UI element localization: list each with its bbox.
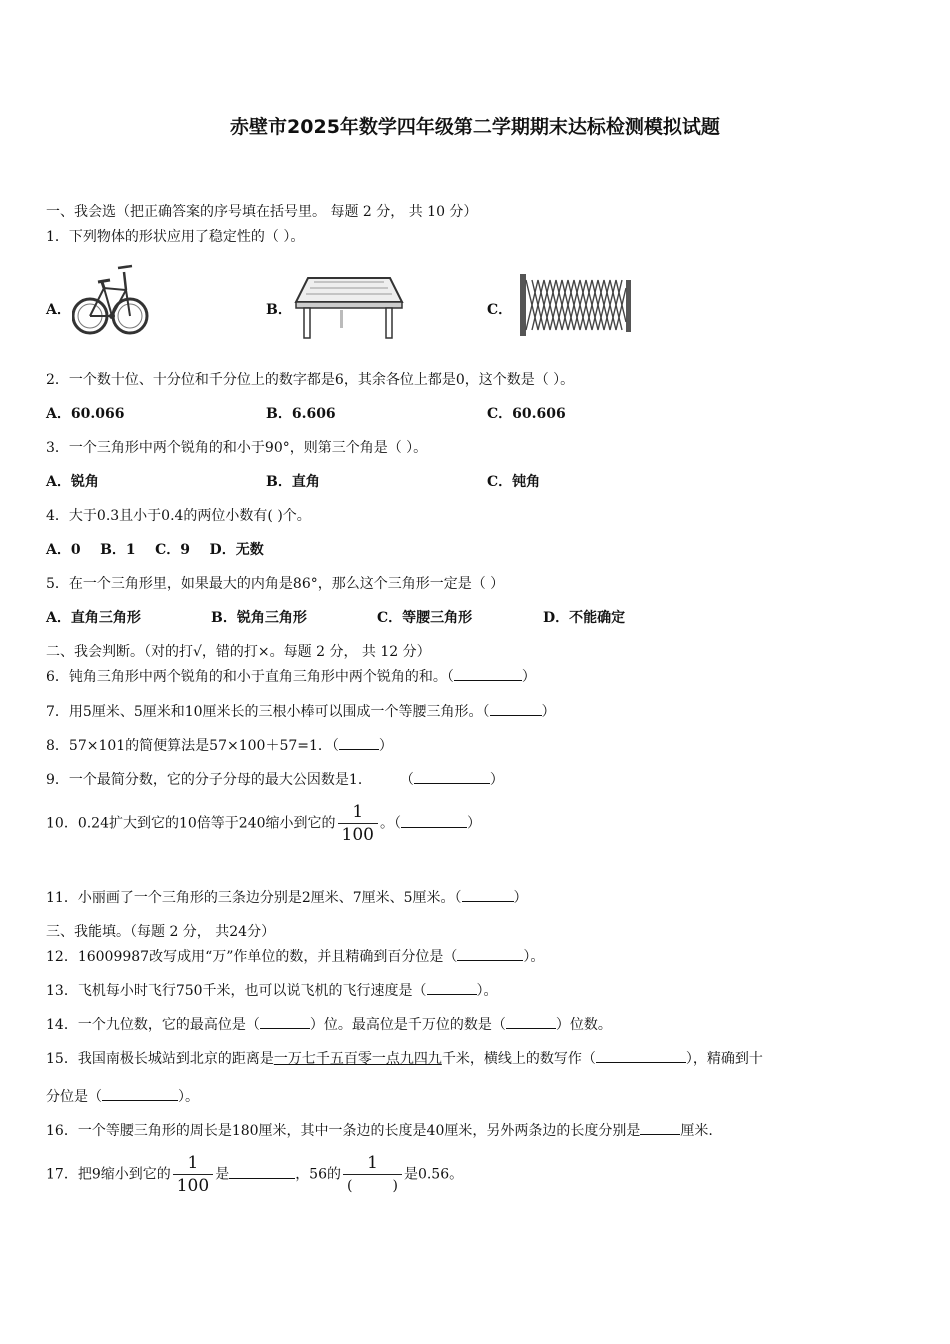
question-15: 15．我国南极长城站到北京的距离是一万七千五百零一点九四九千米，横线上的数写作（ ），精确到十: [46, 1051, 763, 1067]
q16-answer-blank[interactable]: [640, 1122, 680, 1135]
q2-option-c: C．60.606: [487, 406, 566, 422]
q7-text: 7．用5厘米、5厘米和10厘米长的三根小棒可以围成一个等腰三角形。（: [46, 704, 490, 720]
question-8: 8．57×101的简便算法是57×100＋57=1．（ ）: [46, 738, 393, 754]
q12-answer-blank[interactable]: [457, 948, 523, 961]
q2-option-a: A．60.066: [46, 406, 125, 422]
question-7: 7．用5厘米、5厘米和10厘米长的三根小棒可以围成一个等腰三角形。（ ）: [46, 704, 556, 720]
q10-fraction: $\frac{1}{100}$: [338, 801, 378, 846]
question-11: 11．小丽画了一个三角形的三条边分别是2厘米、7厘米、5厘米。（ ）: [46, 890, 528, 906]
question-15-line-2: 分位是（ ）。: [46, 1089, 199, 1105]
q11-text: 11．小丽画了一个三角形的三条边分别是2厘米、7厘米、5厘米。（: [46, 890, 462, 906]
table-image: [294, 276, 404, 340]
question-6: 6．钝角三角形中两个锐角的和小于直角三角形中两个锐角的和。（ ）: [46, 669, 536, 685]
q15-answer-blank-2[interactable]: [102, 1088, 178, 1101]
page-title: 赤壁市2025年数学四年级第二学期期末达标检测模拟试题: [230, 116, 720, 138]
q6-answer-blank[interactable]: [454, 668, 522, 681]
q5-option-b: B．锐角三角形: [211, 610, 307, 626]
q8-answer-blank[interactable]: [339, 737, 379, 750]
q15-answer-blank-1[interactable]: [596, 1050, 686, 1063]
question-10: 10．0.24扩大到它的10倍等于240缩小到它的 $\frac{1}{100}$ 。（ ）: [46, 802, 481, 845]
q5-option-d: D．不能确定: [543, 610, 626, 626]
q3-option-b: B．直角: [266, 474, 320, 490]
question-2: 2．一个数十位、十分位和千分位上的数字都是6，其余各位上都是0，这个数是（ ）。: [46, 372, 575, 388]
q7-answer-blank[interactable]: [490, 703, 542, 716]
q10-answer-blank[interactable]: [401, 815, 467, 828]
q1-option-c: C．: [487, 302, 513, 318]
q14-answer-blank-2[interactable]: [506, 1016, 556, 1029]
q2-option-b: B．6.606: [266, 406, 336, 422]
q17-fraction-2: $\frac{1}{( )}$: [343, 1152, 402, 1197]
question-4: 4．大于0.3且小于0.4的两位小数有( )个。: [46, 508, 311, 524]
q3-option-a: A．锐角: [46, 474, 99, 490]
q5-option-c: C．等腰三角形: [377, 610, 473, 626]
q3-option-c: C．钝角: [487, 474, 541, 490]
section-3-heading: 三、我能填。（每题 2 分， 共24分）: [46, 924, 276, 940]
q1-option-a: A．: [46, 302, 71, 318]
question-12: 12．16009987改写成用“万”作单位的数，并且精确到百分位是（ ）。: [46, 949, 545, 965]
bicycle-image: [72, 258, 152, 340]
q10-text: 10．0.24扩大到它的10倍等于240缩小到它的: [46, 815, 336, 832]
section-2-heading: 二、我会判断。（对的打√，错的打×。每题 2 分， 共 12 分）: [46, 644, 431, 660]
q11-answer-blank[interactable]: [462, 889, 514, 902]
q4-options: A．0 B．1 C．9 D．无数: [46, 542, 264, 558]
q9-text: 9．一个最简分数，它的分子分母的最大公因数是1．: [46, 772, 372, 788]
question-1: 1．下列物体的形状应用了稳定性的（ ）。: [46, 229, 305, 245]
question-17: 17．把9缩小到它的 $\frac{1}{100}$ 是 ，56的 $\frac{1}{( )}$ 是0.56。: [46, 1153, 464, 1196]
folding-gate-image: [518, 274, 634, 336]
q6-text: 6．钝角三角形中两个锐角的和小于直角三角形中两个锐角的和。（: [46, 669, 454, 685]
q15-underlined-number: 一万七千五百零一点九四九: [273, 1051, 442, 1067]
q17-answer-blank-1[interactable]: [229, 1166, 295, 1179]
q13-answer-blank[interactable]: [427, 982, 477, 995]
q9-answer-blank[interactable]: [414, 771, 490, 784]
section-1-heading: 一、我会选（把正确答案的序号填在括号里。 每题 2 分， 共 10 分）: [46, 204, 478, 220]
q14-answer-blank-1[interactable]: [260, 1016, 310, 1029]
question-9: 9．一个最简分数，它的分子分母的最大公因数是1． （ ）: [46, 772, 504, 788]
question-13: 13．飞机每小时飞行750千米，也可以说飞机的飞行速度是（ ）。: [46, 983, 498, 999]
question-5: 5．在一个三角形里，如果最大的内角是86°，那么这个三角形一定是（ ）: [46, 576, 505, 592]
question-3: 3．一个三角形中两个锐角的和小于90°，则第三个角是（ ）。: [46, 440, 428, 456]
q8-text: 8．57×101的简便算法是57×100＋57=1．（: [46, 738, 339, 754]
q17-fraction-1: $\frac{1}{100}$: [173, 1152, 213, 1197]
q1-option-b: B．: [266, 302, 292, 318]
question-16: 16．一个等腰三角形的周长是180厘米，其中一条边的长度是40厘米，另外两条边的长度分别是 厘米.: [46, 1123, 713, 1139]
question-14: 14．一个九位数，它的最高位是（ ）位。最高位是千万位的数是（ ）位数。: [46, 1017, 612, 1033]
q5-option-a: A．直角三角形: [46, 610, 141, 626]
q17-answer-blank-2[interactable]: [352, 1178, 392, 1190]
